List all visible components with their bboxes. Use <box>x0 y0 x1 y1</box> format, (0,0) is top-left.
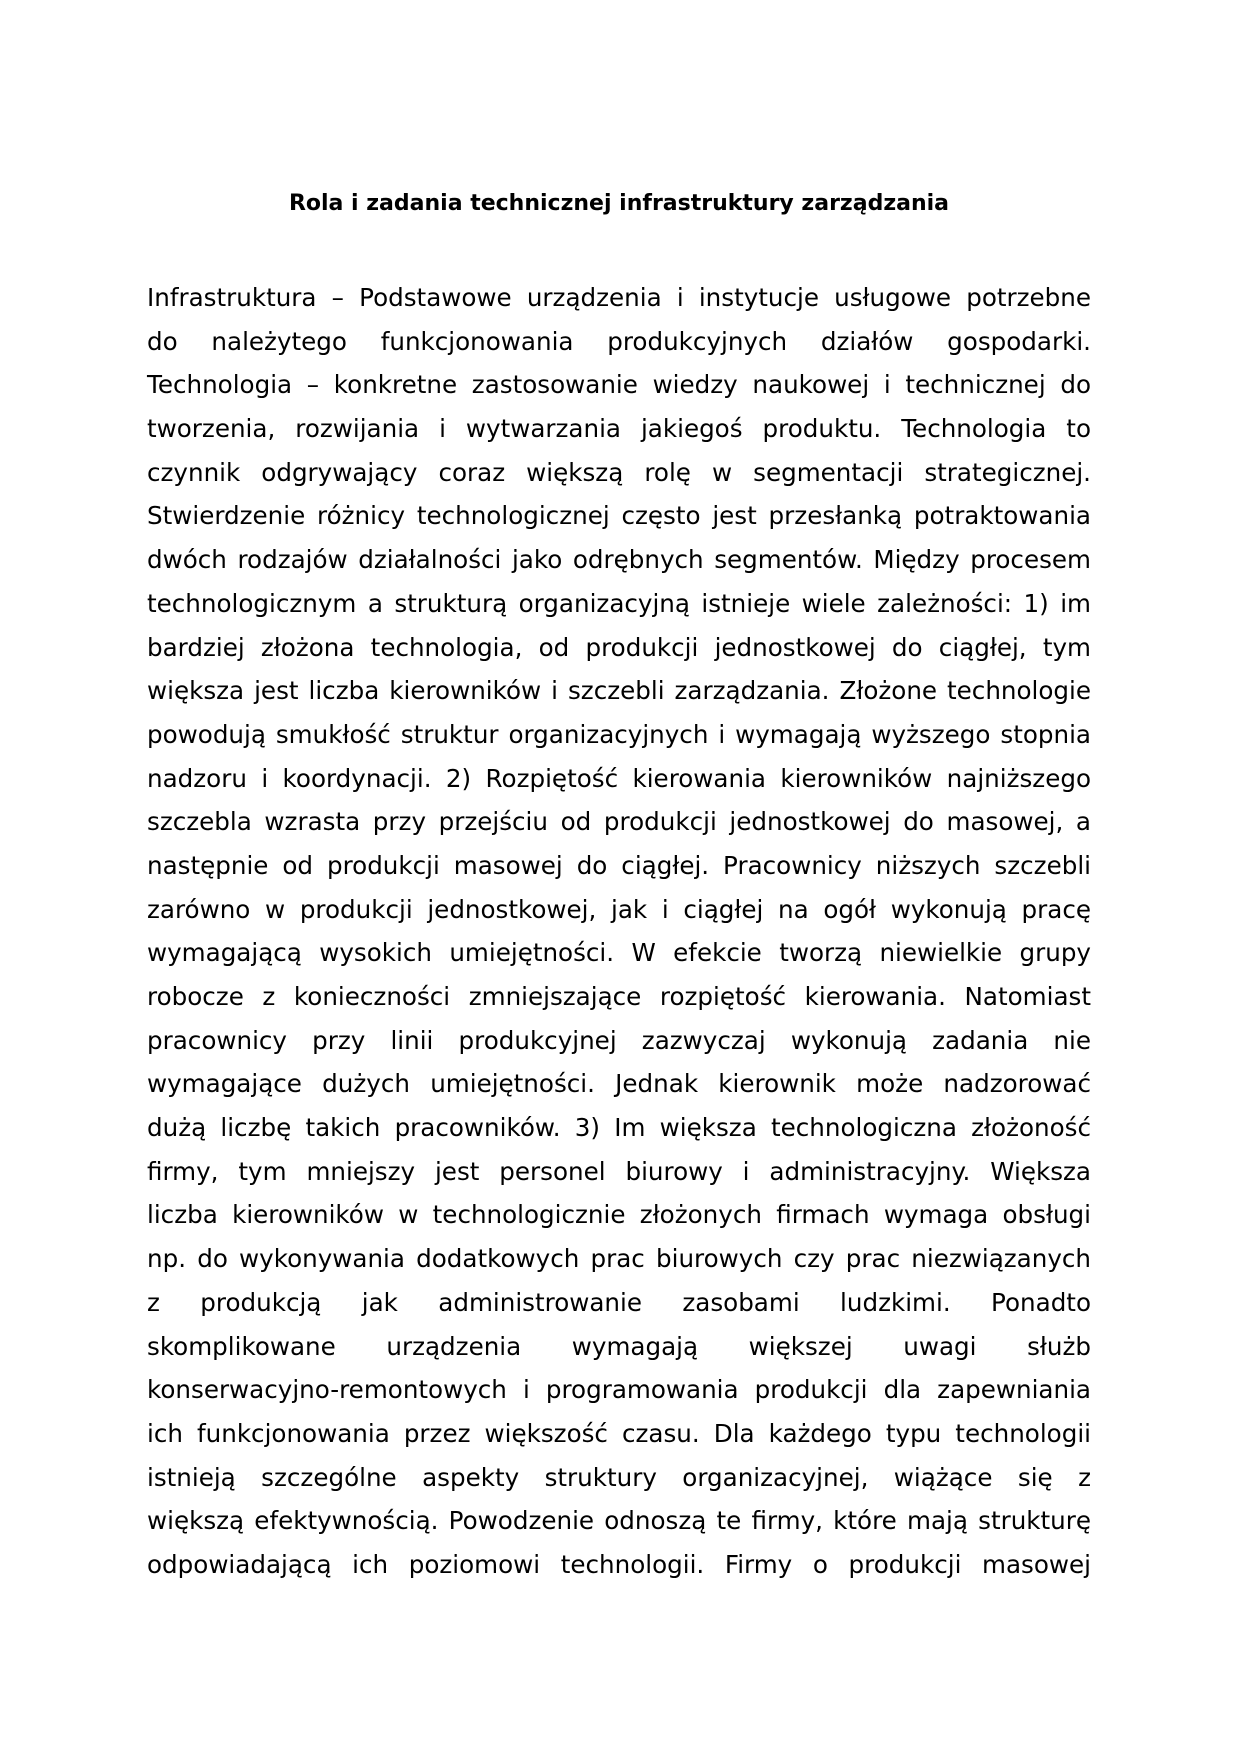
body-line: np. do wykonywania dodatkowych prac biurowych czy prac niezwiązanych <box>147 1244 1091 1274</box>
body-line: odpowiadającą ich poziomowi technologii. Firmy o produkcji masowej <box>147 1549 1091 1579</box>
body-line: z produkcją jak administrowanie zasobami ludzkimi. Ponadto <box>147 1287 1091 1317</box>
body-line: bardziej złożona technologia, od produkcji jednostkowej do ciągłej, tym <box>147 632 1091 662</box>
body-line: wymagającą wysokich umiejętności. W efekcie tworzą niewielkie grupy <box>147 938 1091 968</box>
body-line: zarówno w produkcji jednostkowej, jak i ciągłej na ogół wykonują pracę <box>147 894 1091 924</box>
body-line: nadzoru i koordynacji. 2) Rozpiętość kierowania kierowników najniższego <box>147 763 1091 793</box>
body-line: dwóch rodzajów działalności jako odrębnych segmentów. Między procesem <box>147 545 1091 575</box>
body-line: istnieją szczególne aspekty struktury organizacyjnej, wiążące się z <box>147 1462 1091 1492</box>
body-line: robocze z konieczności zmniejszające rozpiętość kierowania. Natomiast <box>147 982 1091 1011</box>
body-line: wymagające dużych umiejętności. Jednak kierownik może nadzorować <box>147 1069 1091 1099</box>
body-line: większa jest liczba kierowników i szczebli zarządzania. Złożone technologie <box>147 676 1091 706</box>
body-line: szczebla wzrasta przy przejściu od produkcji jednostkowej do masowej, a <box>147 807 1091 837</box>
body-line: do należytego funkcjonowania produkcyjnych działów gospodarki. <box>147 326 1091 356</box>
body-line: firmy, tym mniejszy jest personel biurowy i administracyjny. Większa <box>147 1156 1091 1186</box>
body-line: większą efektywnością. Powodzenie odnoszą te firmy, które mają strukturę <box>147 1506 1091 1536</box>
body-line: ich funkcjonowania przez większość czasu. Dla każdego typu technologii <box>147 1418 1091 1448</box>
body-line: tworzenia, rozwijania i wytwarzania jakiegoś produktu. Technologia to <box>147 414 1091 444</box>
document-title: Rola i zadania technicznej infrastruktury zarządzania <box>288 191 950 216</box>
body-line: pracownicy przy linii produkcyjnej zazwyczaj wykonują zadania nie <box>147 1025 1091 1055</box>
body-line: skomplikowane urządzenia wymagają większej uwagi służb <box>147 1331 1091 1361</box>
body-line: następnie od produkcji masowej do ciągłej. Pracownicy niższych szczebli <box>147 850 1091 880</box>
body-line: technologicznym a strukturą organizacyjną istnieje wiele zależności: 1) im <box>147 588 1091 618</box>
body-line: dużą liczbę takich pracowników. 3) Im większa technologiczna złożoność <box>147 1113 1091 1143</box>
body-line: Technologia – konkretne zastosowanie wiedzy naukowej i technicznej do <box>147 370 1091 400</box>
body-line: Stwierdzenie różnicy technologicznej często jest przesłanką potraktowania <box>147 501 1091 531</box>
body-line: Infrastruktura – Podstawowe urządzenia i instytucje usługowe potrzebne <box>147 283 1091 312</box>
body-line: czynnik odgrywający coraz większą rolę w segmentacji strategicznej. <box>147 457 1091 487</box>
body-line: konserwacyjno-remontowych i programowania produkcji dla zapewniania <box>147 1375 1091 1405</box>
body-line: powodują smukłość struktur organizacyjnych i wymagają wyższego stopnia <box>147 719 1091 749</box>
body-line: liczba kierowników w technologicznie złożonych firmach wymaga obsługi <box>147 1200 1091 1230</box>
document-body <box>147 276 1091 1587</box>
